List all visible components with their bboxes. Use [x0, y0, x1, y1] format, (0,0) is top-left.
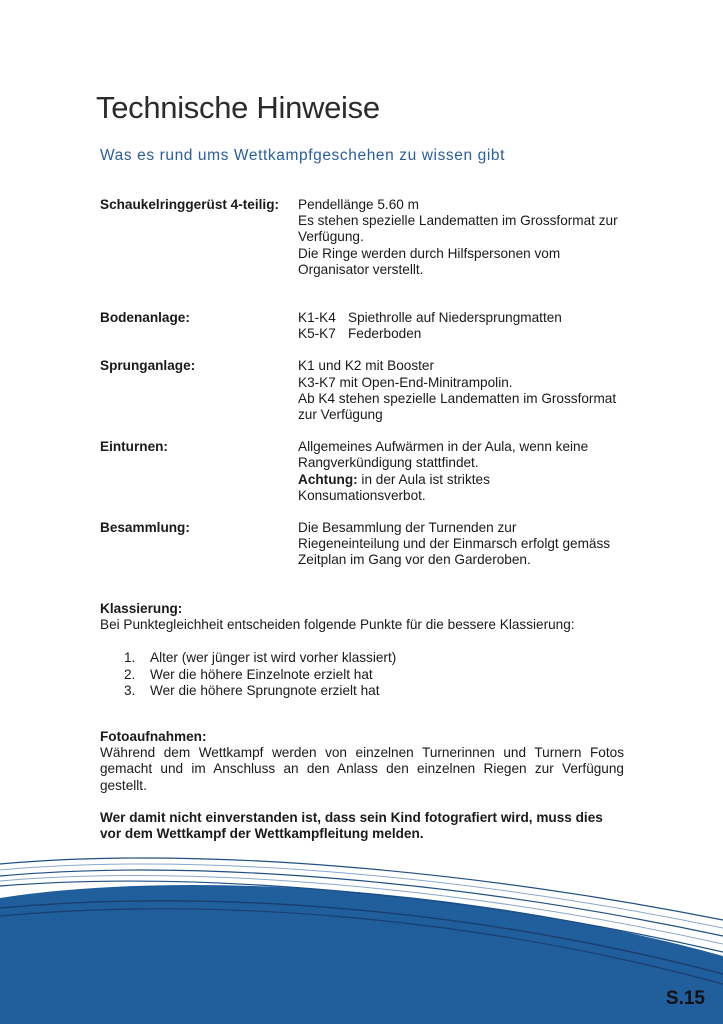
info-row-ringe — [100, 197, 640, 278]
ringe-line: Organisator verstellt. — [298, 261, 424, 277]
wave-fill — [0, 885, 723, 1024]
fotoaufnahmen-section — [100, 729, 624, 842]
page-number: S.15 — [665, 988, 705, 1009]
page-title: Technische Hinweise — [96, 90, 380, 125]
info-value-boden — [298, 310, 640, 342]
klassierung-heading: Klassierung: — [100, 601, 183, 616]
technical-info-table — [100, 197, 640, 569]
klassierung-intro: Bei Punktegleichheit entscheiden folgende Punkte für die bessere Klassierung: — [100, 617, 575, 633]
info-label-sprung: Sprunganlage: — [100, 358, 196, 374]
list-item-number: 1. — [124, 650, 136, 666]
ringe-line: Verfügung. — [298, 229, 364, 245]
info-label-boden: Bodenanlage: — [100, 310, 190, 326]
info-label-einturnen: Einturnen: — [100, 439, 168, 455]
sprung-line: K3-K7 mit Open-End-Minitrampolin. — [298, 374, 513, 390]
info-row-einturnen — [100, 439, 640, 504]
boden-line — [298, 326, 640, 342]
list-item-text: Alter (wer jünger ist wird vorher klassiert) — [150, 650, 397, 666]
sprung-line: Ab K4 stehen spezielle Landematten im Grossformat — [298, 390, 617, 406]
list-item — [124, 683, 630, 699]
list-item — [124, 650, 630, 666]
foto-heading: Fotoaufnahmen: — [100, 729, 207, 744]
boden-text: Federboden — [348, 326, 422, 342]
foto-warning: Wer damit nicht einverstanden ist, dass sein Kind fotografiert wird, muss dies vor dem Wettkampf der Wettkampfleitung melden. — [100, 809, 603, 842]
einturnen-line: Allgemeines Aufwärmen in der Aula, wenn keine — [298, 439, 589, 455]
wave-decoration — [0, 848, 723, 1024]
list-item-number: 3. — [124, 682, 136, 698]
sprung-line: K1 und K2 mit Booster — [298, 358, 435, 374]
besammlung-line: Riegeneinteilung und der Einmarsch erfolgt gemäss — [298, 536, 611, 552]
boden-text: Spiethrolle auf Niedersprungmatten — [348, 310, 562, 326]
besammlung-line: Die Besammlung der Turnenden zur — [298, 520, 517, 536]
foto-text: Während dem Wettkampf werden von einzelnen Turnerinnen und Turnern Fotos gemacht und im Anschluss an den Anlass den einzelnen Riegen zur Verfügung gestellt. — [100, 745, 624, 793]
einturnen-line: Rangverkündigung stattfindet. — [298, 455, 479, 471]
achtung-label: Achtung: — [298, 471, 358, 487]
list-item — [124, 667, 630, 683]
boden-code: K5-K7 — [298, 326, 336, 342]
info-row-sprung — [100, 358, 640, 423]
info-row-boden — [100, 310, 640, 342]
einturnen-achtung-line — [298, 472, 640, 488]
page-subtitle: Was es rund ums Wettkampfgeschehen zu wissen gibt — [100, 147, 506, 164]
list-item-text: Wer die höhere Einzelnote erzielt hat — [150, 666, 373, 682]
info-value-besammlung — [298, 520, 640, 569]
list-item-number: 2. — [124, 666, 136, 682]
sprung-line: zur Verfügung — [298, 407, 383, 423]
info-value-ringe — [298, 197, 640, 278]
einturnen-line: Konsumationsverbot. — [298, 487, 426, 503]
list-item-text: Wer die höhere Sprungnote erzielt hat — [150, 682, 380, 698]
ringe-line: Pendellänge 5.60 m — [298, 197, 419, 212]
boden-line — [298, 310, 640, 326]
info-label-ringe: Schaukelringgerüst 4-teilig: — [100, 197, 280, 212]
klassierung-list — [100, 650, 630, 699]
info-row-besammlung — [100, 520, 640, 569]
info-value-sprung — [298, 358, 640, 423]
info-value-einturnen — [298, 439, 640, 504]
klassierung-section — [100, 601, 630, 699]
boden-code: K1-K4 — [298, 310, 336, 326]
ringe-line: Die Ringe werden durch Hilfspersonen vom — [298, 245, 561, 261]
besammlung-line: Zeitplan im Gang vor den Garderoben. — [298, 552, 531, 568]
achtung-text: in der Aula ist striktes — [357, 471, 490, 487]
info-label-besammlung: Besammlung: — [100, 520, 190, 536]
ringe-line: Es stehen spezielle Landematten im Grossformat zur — [298, 213, 618, 229]
